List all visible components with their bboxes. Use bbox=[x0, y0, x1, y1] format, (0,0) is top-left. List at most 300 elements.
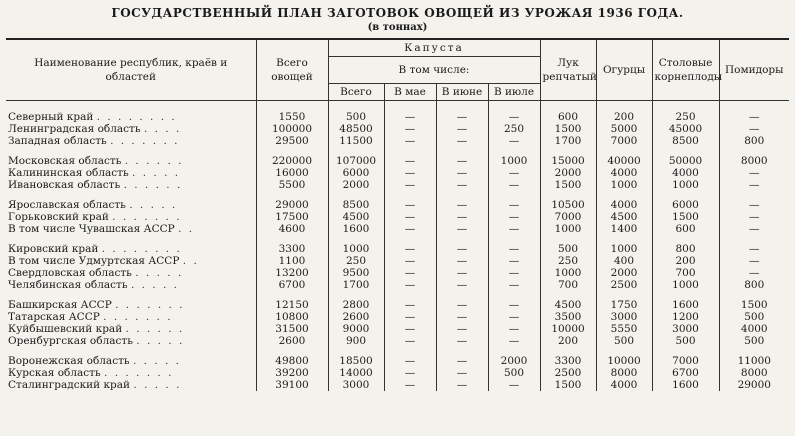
cell-cucumbers: 2500 bbox=[596, 279, 652, 291]
region-name: Оренбургская область bbox=[8, 335, 133, 347]
cell-cucumbers: 400 bbox=[596, 255, 652, 267]
cell-july: — bbox=[488, 211, 540, 223]
spacer-cell bbox=[256, 235, 328, 243]
table-row bbox=[6, 379, 789, 391]
spacer-cell bbox=[719, 347, 789, 355]
cell-roots: 7000 bbox=[652, 355, 719, 367]
spacer-cell bbox=[719, 235, 789, 243]
cell-july: — bbox=[488, 243, 540, 255]
cell-may: — bbox=[384, 243, 436, 255]
cell-roots: 1000 bbox=[652, 179, 719, 191]
cell-july: — bbox=[488, 223, 540, 235]
table-row bbox=[6, 179, 789, 191]
cell-cabbage-total: 900 bbox=[328, 335, 384, 347]
cell-onion: 1500 bbox=[540, 123, 596, 135]
leader-dots: . . . . . . . . bbox=[101, 243, 182, 255]
cell-region-name bbox=[6, 267, 256, 279]
cell-roots: 50000 bbox=[652, 155, 719, 167]
cell-roots: 4000 bbox=[652, 167, 719, 179]
cell-region-name bbox=[6, 179, 256, 191]
cell-cucumbers: 4000 bbox=[596, 199, 652, 211]
leader-dots: . . . . . . bbox=[124, 155, 184, 167]
cell-roots: 6700 bbox=[652, 367, 719, 379]
region-name: Ивановская область bbox=[8, 179, 121, 191]
cell-tomatoes: 1500 bbox=[719, 299, 789, 311]
spacer-cell bbox=[436, 191, 488, 199]
region-name: Татарская АССР bbox=[8, 311, 100, 323]
spacer-cell bbox=[256, 291, 328, 299]
cell-roots: 6000 bbox=[652, 199, 719, 211]
cell-cucumbers: 1000 bbox=[596, 243, 652, 255]
cell-region-name bbox=[6, 211, 256, 223]
cell-total: 17500 bbox=[256, 211, 328, 223]
cell-onion: 1500 bbox=[540, 179, 596, 191]
cell-tomatoes: 29000 bbox=[719, 379, 789, 391]
spacer-cell bbox=[596, 291, 652, 299]
cell-tomatoes: 800 bbox=[719, 279, 789, 291]
spacer-cell bbox=[256, 191, 328, 199]
cell-roots: 250 bbox=[652, 111, 719, 123]
cell-roots: 1000 bbox=[652, 279, 719, 291]
spacer-cell bbox=[596, 191, 652, 199]
cell-cabbage-total: 48500 bbox=[328, 123, 384, 135]
spacer-cell bbox=[488, 235, 540, 243]
cell-may: — bbox=[384, 379, 436, 391]
header-cucumbers: Огурцы bbox=[596, 39, 652, 101]
spacer-cell bbox=[652, 291, 719, 299]
cell-tomatoes: — bbox=[719, 223, 789, 235]
cell-june: — bbox=[436, 135, 488, 147]
cell-cucumbers: 5000 bbox=[596, 123, 652, 135]
cell-june: — bbox=[436, 311, 488, 323]
cell-onion: 4500 bbox=[540, 299, 596, 311]
region-name: Кировский край bbox=[8, 243, 99, 255]
cell-july: — bbox=[488, 323, 540, 335]
spacer-cell bbox=[384, 101, 436, 112]
leader-dots: . . bbox=[182, 255, 199, 267]
cell-roots: 8500 bbox=[652, 135, 719, 147]
spacer-cell bbox=[6, 291, 256, 299]
table-row bbox=[6, 111, 789, 123]
cell-tomatoes: — bbox=[719, 243, 789, 255]
spacer-cell bbox=[384, 291, 436, 299]
cell-july: — bbox=[488, 199, 540, 211]
cell-june: — bbox=[436, 179, 488, 191]
cell-region-name bbox=[6, 223, 256, 235]
cell-cabbage-total: 14000 bbox=[328, 367, 384, 379]
cell-tomatoes: — bbox=[719, 211, 789, 223]
cell-onion: 1000 bbox=[540, 267, 596, 279]
spacer-cell bbox=[328, 347, 384, 355]
region-name: Курская область bbox=[8, 367, 101, 379]
spacer-cell bbox=[436, 291, 488, 299]
page-subtitle: (в тоннах) bbox=[367, 22, 428, 33]
cell-cabbage-total: 500 bbox=[328, 111, 384, 123]
header-incl: В том числе: bbox=[328, 57, 540, 84]
spacer-cell bbox=[719, 147, 789, 155]
cell-july: — bbox=[488, 335, 540, 347]
spacer-cell bbox=[652, 235, 719, 243]
cell-cucumbers: 10000 bbox=[596, 355, 652, 367]
leader-dots: . . . . bbox=[143, 123, 182, 135]
spacer-cell bbox=[540, 101, 596, 112]
region-name: Северный край bbox=[8, 111, 94, 123]
cell-tomatoes: 500 bbox=[719, 311, 789, 323]
spacer-cell bbox=[6, 147, 256, 155]
spacer-cell bbox=[384, 347, 436, 355]
cell-tomatoes: — bbox=[719, 123, 789, 135]
cell-onion: 250 bbox=[540, 255, 596, 267]
cell-may: — bbox=[384, 267, 436, 279]
spacer-cell bbox=[488, 347, 540, 355]
cell-total: 4600 bbox=[256, 223, 328, 235]
cell-tomatoes: 500 bbox=[719, 335, 789, 347]
leader-dots: . . . . . . . bbox=[103, 311, 173, 323]
cell-cucumbers: 1000 bbox=[596, 179, 652, 191]
cell-onion: 1500 bbox=[540, 379, 596, 391]
cell-cabbage-total: 8500 bbox=[328, 199, 384, 211]
spacer-cell bbox=[256, 347, 328, 355]
cell-cabbage-total: 6000 bbox=[328, 167, 384, 179]
spacer-cell bbox=[488, 101, 540, 112]
spacer-cell bbox=[436, 235, 488, 243]
cell-roots: 1600 bbox=[652, 379, 719, 391]
spacer-cell bbox=[652, 147, 719, 155]
cell-region-name bbox=[6, 367, 256, 379]
cell-total: 16000 bbox=[256, 167, 328, 179]
cell-roots: 1200 bbox=[652, 311, 719, 323]
cell-july: — bbox=[488, 299, 540, 311]
cell-june: — bbox=[436, 123, 488, 135]
cell-total: 39100 bbox=[256, 379, 328, 391]
table-row bbox=[6, 279, 789, 291]
cell-tomatoes: — bbox=[719, 179, 789, 191]
spacer-cell bbox=[540, 347, 596, 355]
table-row bbox=[6, 199, 789, 211]
leader-dots: . . . . . . . . bbox=[96, 111, 177, 123]
region-name: Свердловская область bbox=[8, 267, 132, 279]
spacer-cell bbox=[488, 291, 540, 299]
cell-june: — bbox=[436, 223, 488, 235]
cell-roots: 1600 bbox=[652, 299, 719, 311]
spacer-cell bbox=[256, 101, 328, 112]
cell-total: 29500 bbox=[256, 135, 328, 147]
vegetable-plan-table bbox=[6, 38, 789, 391]
cell-region-name bbox=[6, 243, 256, 255]
cell-may: — bbox=[384, 223, 436, 235]
leader-dots: . . . . . . . bbox=[110, 135, 180, 147]
cell-july: 250 bbox=[488, 123, 540, 135]
table-row bbox=[6, 211, 789, 223]
cell-june: — bbox=[436, 355, 488, 367]
spacer-cell bbox=[540, 147, 596, 155]
cell-cabbage-total: 2800 bbox=[328, 299, 384, 311]
cell-region-name bbox=[6, 355, 256, 367]
cell-total: 1550 bbox=[256, 111, 328, 123]
spacer-row bbox=[6, 191, 789, 199]
cell-cucumbers: 40000 bbox=[596, 155, 652, 167]
cell-onion: 15000 bbox=[540, 155, 596, 167]
spacer-cell bbox=[328, 147, 384, 155]
cell-cabbage-total: 11500 bbox=[328, 135, 384, 147]
cell-region-name bbox=[6, 111, 256, 123]
cell-tomatoes: 11000 bbox=[719, 355, 789, 367]
cell-cabbage-total: 1600 bbox=[328, 223, 384, 235]
spacer-cell bbox=[540, 291, 596, 299]
cell-onion: 2000 bbox=[540, 167, 596, 179]
table-row bbox=[6, 267, 789, 279]
page-title: ГОСУДАРСТВЕННЫЙ ПЛАН ЗАГОТОВОК ОВОЩЕЙ ИЗ УРОЖАЯ 1936 ГОДА. bbox=[111, 6, 684, 20]
cell-tomatoes: 8000 bbox=[719, 367, 789, 379]
spacer-cell bbox=[488, 147, 540, 155]
cell-cucumbers: 3000 bbox=[596, 311, 652, 323]
cell-may: — bbox=[384, 111, 436, 123]
cell-july: — bbox=[488, 179, 540, 191]
cell-june: — bbox=[436, 155, 488, 167]
region-name: Ярославская область bbox=[8, 199, 126, 211]
cell-cabbage-total: 1000 bbox=[328, 243, 384, 255]
leader-dots: . . . . . bbox=[129, 199, 178, 211]
cell-region-name bbox=[6, 323, 256, 335]
cell-roots: 200 bbox=[652, 255, 719, 267]
cell-roots: 700 bbox=[652, 267, 719, 279]
spacer-cell bbox=[540, 235, 596, 243]
cell-may: — bbox=[384, 279, 436, 291]
region-name: Ленинградская область bbox=[8, 123, 141, 135]
cell-onion: 7000 bbox=[540, 211, 596, 223]
table-row bbox=[6, 167, 789, 179]
table-row bbox=[6, 355, 789, 367]
region-name: В том числе Удмуртская АССР bbox=[8, 255, 180, 267]
cell-may: — bbox=[384, 155, 436, 167]
cell-roots: 45000 bbox=[652, 123, 719, 135]
cell-june: — bbox=[436, 335, 488, 347]
cell-july: 1000 bbox=[488, 155, 540, 167]
spacer-row bbox=[6, 235, 789, 243]
cell-cabbage-total: 9000 bbox=[328, 323, 384, 335]
cell-may: — bbox=[384, 335, 436, 347]
cell-cucumbers: 200 bbox=[596, 111, 652, 123]
spacer-row bbox=[6, 147, 789, 155]
cell-total: 3300 bbox=[256, 243, 328, 255]
cell-cucumbers: 4000 bbox=[596, 379, 652, 391]
table-row bbox=[6, 299, 789, 311]
cell-region-name bbox=[6, 279, 256, 291]
cell-onion: 2500 bbox=[540, 367, 596, 379]
cell-cabbage-total: 2000 bbox=[328, 179, 384, 191]
cell-may: — bbox=[384, 199, 436, 211]
cell-region-name bbox=[6, 335, 256, 347]
cell-roots: 500 bbox=[652, 335, 719, 347]
header-total: Всего овощей bbox=[256, 39, 328, 101]
cell-total: 1100 bbox=[256, 255, 328, 267]
spacer-cell bbox=[488, 191, 540, 199]
cell-onion: 200 bbox=[540, 335, 596, 347]
header-july: В июле bbox=[488, 84, 540, 101]
cell-region-name bbox=[6, 255, 256, 267]
leader-dots: . . bbox=[178, 223, 195, 235]
spacer-cell bbox=[384, 147, 436, 155]
cell-total: 31500 bbox=[256, 323, 328, 335]
cell-tomatoes: 4000 bbox=[719, 323, 789, 335]
cell-total: 39200 bbox=[256, 367, 328, 379]
cell-tomatoes: — bbox=[719, 255, 789, 267]
cell-june: — bbox=[436, 379, 488, 391]
spacer-cell bbox=[596, 347, 652, 355]
cell-tomatoes: — bbox=[719, 111, 789, 123]
leader-dots: . . . . . bbox=[132, 355, 181, 367]
cell-total: 100000 bbox=[256, 123, 328, 135]
cell-region-name bbox=[6, 299, 256, 311]
spacer-cell bbox=[6, 235, 256, 243]
spacer-cell bbox=[596, 147, 652, 155]
cell-july: — bbox=[488, 279, 540, 291]
region-name: Челябинская область bbox=[8, 279, 128, 291]
cell-may: — bbox=[384, 355, 436, 367]
cell-onion: 600 bbox=[540, 111, 596, 123]
cell-onion: 10500 bbox=[540, 199, 596, 211]
cell-june: — bbox=[436, 199, 488, 211]
cell-cabbage-total: 9500 bbox=[328, 267, 384, 279]
cell-onion: 3300 bbox=[540, 355, 596, 367]
cell-may: — bbox=[384, 123, 436, 135]
table-row bbox=[6, 255, 789, 267]
cell-cucumbers: 500 bbox=[596, 335, 652, 347]
spacer-cell bbox=[436, 101, 488, 112]
spacer-cell bbox=[6, 191, 256, 199]
spacer-cell bbox=[540, 191, 596, 199]
cell-may: — bbox=[384, 211, 436, 223]
cell-cabbage-total: 107000 bbox=[328, 155, 384, 167]
cell-may: — bbox=[384, 311, 436, 323]
cell-may: — bbox=[384, 255, 436, 267]
cell-tomatoes: — bbox=[719, 267, 789, 279]
header-cabbage: Капуста bbox=[328, 39, 540, 57]
cell-cucumbers: 8000 bbox=[596, 367, 652, 379]
spacer-cell bbox=[6, 101, 256, 112]
cell-cabbage-total: 2600 bbox=[328, 311, 384, 323]
spacer-cell bbox=[328, 291, 384, 299]
cell-june: — bbox=[436, 367, 488, 379]
cell-region-name bbox=[6, 199, 256, 211]
cell-cabbage-total: 1700 bbox=[328, 279, 384, 291]
cell-july: 500 bbox=[488, 367, 540, 379]
spacer-row bbox=[6, 291, 789, 299]
table-row bbox=[6, 155, 789, 167]
header-roots: Столовые корнеплоды bbox=[652, 39, 719, 101]
cell-july: — bbox=[488, 167, 540, 179]
spacer-cell bbox=[436, 347, 488, 355]
table-row bbox=[6, 223, 789, 235]
cell-july: — bbox=[488, 255, 540, 267]
spacer-cell bbox=[652, 347, 719, 355]
cell-june: — bbox=[436, 255, 488, 267]
region-name: Воронежская область bbox=[8, 355, 130, 367]
cell-june: — bbox=[436, 111, 488, 123]
cell-cucumbers: 1750 bbox=[596, 299, 652, 311]
cell-region-name bbox=[6, 167, 256, 179]
cell-cabbage-total: 250 bbox=[328, 255, 384, 267]
cell-region-name bbox=[6, 135, 256, 147]
spacer-cell bbox=[719, 291, 789, 299]
spacer-cell bbox=[6, 347, 256, 355]
region-name: Башкирская АССР bbox=[8, 299, 112, 311]
cell-cucumbers: 2000 bbox=[596, 267, 652, 279]
region-name: В том числе Чувашская АССР bbox=[8, 223, 175, 235]
spacer-cell bbox=[652, 191, 719, 199]
leader-dots: . . . . . . . bbox=[112, 211, 182, 223]
cell-tomatoes: — bbox=[719, 199, 789, 211]
leader-dots: . . . . . bbox=[133, 379, 182, 391]
cell-june: — bbox=[436, 211, 488, 223]
header-name: Наименование республик, краёв и областей bbox=[6, 39, 256, 101]
table-row bbox=[6, 323, 789, 335]
spacer-row bbox=[6, 101, 789, 112]
cell-onion: 500 bbox=[540, 243, 596, 255]
cell-june: — bbox=[436, 267, 488, 279]
cell-cucumbers: 4000 bbox=[596, 167, 652, 179]
table-row bbox=[6, 367, 789, 379]
leader-dots: . . . . . bbox=[132, 167, 181, 179]
spacer-cell bbox=[328, 191, 384, 199]
header-may: В мае bbox=[384, 84, 436, 101]
spacer-cell bbox=[328, 101, 384, 112]
cell-tomatoes: 8000 bbox=[719, 155, 789, 167]
cell-onion: 3500 bbox=[540, 311, 596, 323]
cell-cabbage-total: 18500 bbox=[328, 355, 384, 367]
cell-total: 10800 bbox=[256, 311, 328, 323]
cell-onion: 1000 bbox=[540, 223, 596, 235]
cell-total: 13200 bbox=[256, 267, 328, 279]
cell-july: — bbox=[488, 111, 540, 123]
cell-region-name bbox=[6, 311, 256, 323]
spacer-cell bbox=[384, 235, 436, 243]
leader-dots: . . . . . . . bbox=[115, 299, 185, 311]
spacer-cell bbox=[652, 101, 719, 112]
cell-cabbage-total: 3000 bbox=[328, 379, 384, 391]
cell-july: — bbox=[488, 311, 540, 323]
table-row bbox=[6, 243, 789, 255]
region-name: Куйбышевский край bbox=[8, 323, 123, 335]
cell-june: — bbox=[436, 323, 488, 335]
leader-dots: . . . . . . bbox=[125, 323, 185, 335]
spacer-cell bbox=[384, 191, 436, 199]
cell-cucumbers: 1400 bbox=[596, 223, 652, 235]
cell-may: — bbox=[384, 323, 436, 335]
cell-roots: 800 bbox=[652, 243, 719, 255]
spacer-cell bbox=[719, 101, 789, 112]
cell-region-name bbox=[6, 379, 256, 391]
spacer-cell bbox=[436, 147, 488, 155]
cell-total: 49800 bbox=[256, 355, 328, 367]
table-body bbox=[6, 101, 789, 392]
cell-tomatoes: 800 bbox=[719, 135, 789, 147]
leader-dots: . . . . . bbox=[130, 279, 179, 291]
cell-june: — bbox=[436, 279, 488, 291]
region-name: Западная область bbox=[8, 135, 107, 147]
cell-total: 220000 bbox=[256, 155, 328, 167]
cell-total: 29000 bbox=[256, 199, 328, 211]
cell-roots: 3000 bbox=[652, 323, 719, 335]
cell-region-name bbox=[6, 123, 256, 135]
cell-total: 2600 bbox=[256, 335, 328, 347]
cell-may: — bbox=[384, 179, 436, 191]
spacer-cell bbox=[256, 147, 328, 155]
region-name: Сталинградский край bbox=[8, 379, 131, 391]
cell-june: — bbox=[436, 167, 488, 179]
cell-july: — bbox=[488, 379, 540, 391]
header-cab-total: Всего bbox=[328, 84, 384, 101]
